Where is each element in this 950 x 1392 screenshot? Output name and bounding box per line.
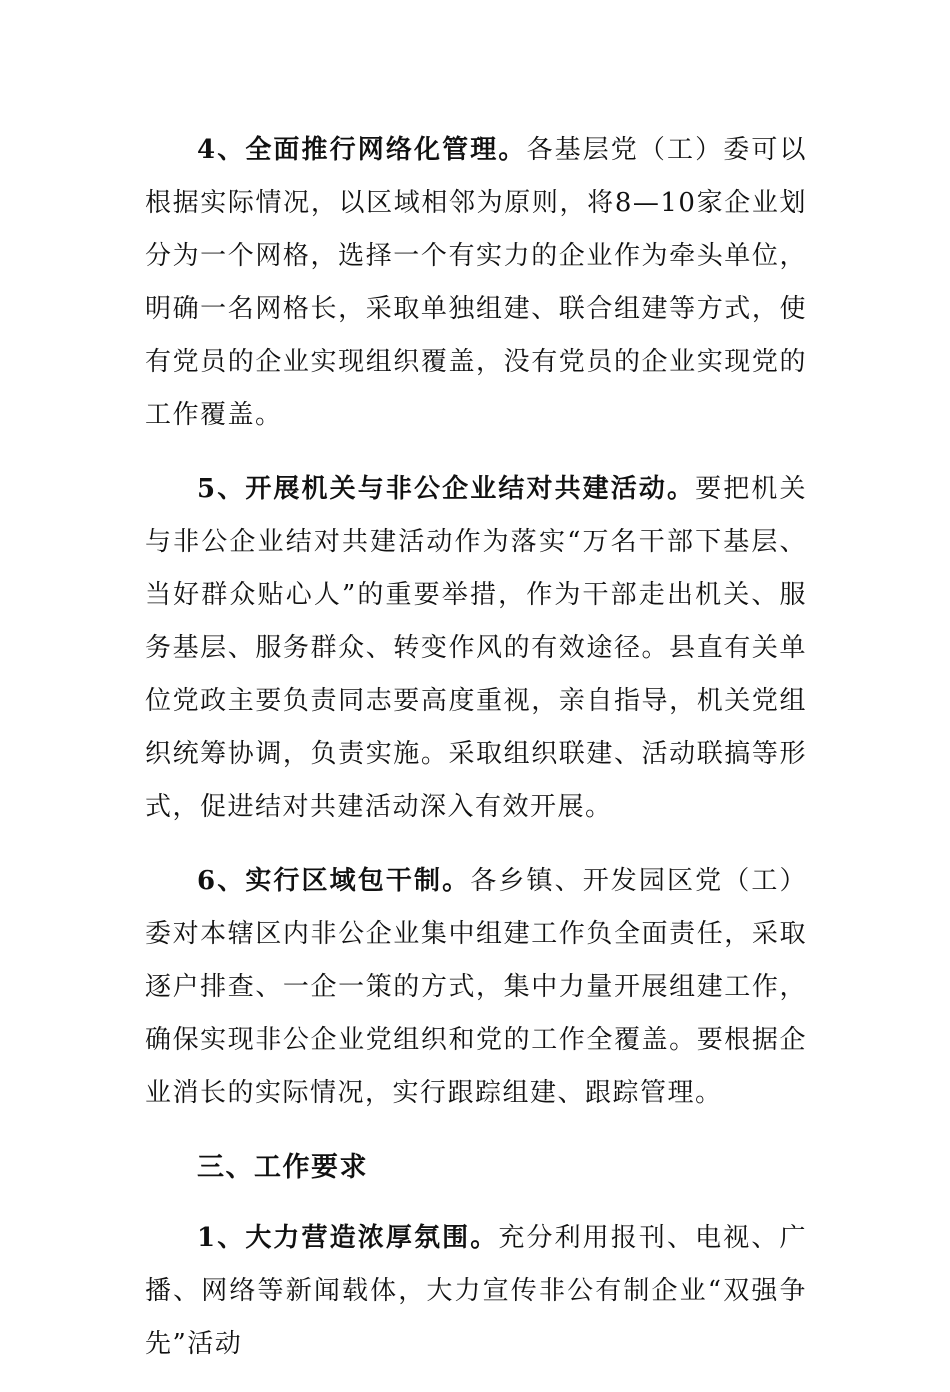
paragraph-body: 各乡镇、开发园区党（工）委对本辖区内非公企业集中组建工作负全面责任，采取逐户排查、一企一策的方式，集中力量开展组建工作，确保实现非公企业党组织和党的工作全覆盖。要根据企业消长的实际情况，实行跟踪组建、跟踪管理。 <box>145 866 807 1108</box>
paragraph-network-management <box>145 124 807 442</box>
paragraph-body: 要把机关与非公企业结对共建活动作为落实“万名干部下基层、当好群众贴心人”的重要举措，作为干部走出机关、服务基层、服务群众、转变作风的有效途径。县直有关单位党政主要负责同志要高度重视，亲自指导，机关党组织统筹协调，负责实施。采取组织联建、活动联搞等形式，促进结对共建活动深入有效开展。 <box>145 474 807 822</box>
paragraph-joint-construction <box>145 463 807 834</box>
paragraph-atmosphere <box>145 1212 807 1371</box>
paragraph-lead: 6、实行区域包干制。 <box>197 866 471 896</box>
paragraph-regional-responsibility <box>145 855 807 1120</box>
paragraph-lead: 1、大力营造浓厚氛围。 <box>197 1223 499 1253</box>
document-body <box>145 124 807 1392</box>
paragraph-body: 充分利用报刊、电视、广播、网络等新闻载体，大力宣传非公有制企业“双强争先”活动 <box>145 1223 807 1359</box>
paragraph-lead: 4、全面推行网络化管理。 <box>197 135 527 165</box>
paragraph-lead: 5、开展机关与非公企业结对共建活动。 <box>197 474 696 504</box>
section-heading: 三、工作要求 <box>197 1152 368 1183</box>
paragraph-body: 各基层党（工）委可以根据实际情况，以区域相邻为原则，将8—10家企业划分为一个网格，选择一个有实力的企业作为牵头单位，明确一名网格长，采取单独组建、联合组建等方式，使有党员的企业实现组织覆盖，没有党员的企业实现党的工作覆盖。 <box>145 135 807 430</box>
